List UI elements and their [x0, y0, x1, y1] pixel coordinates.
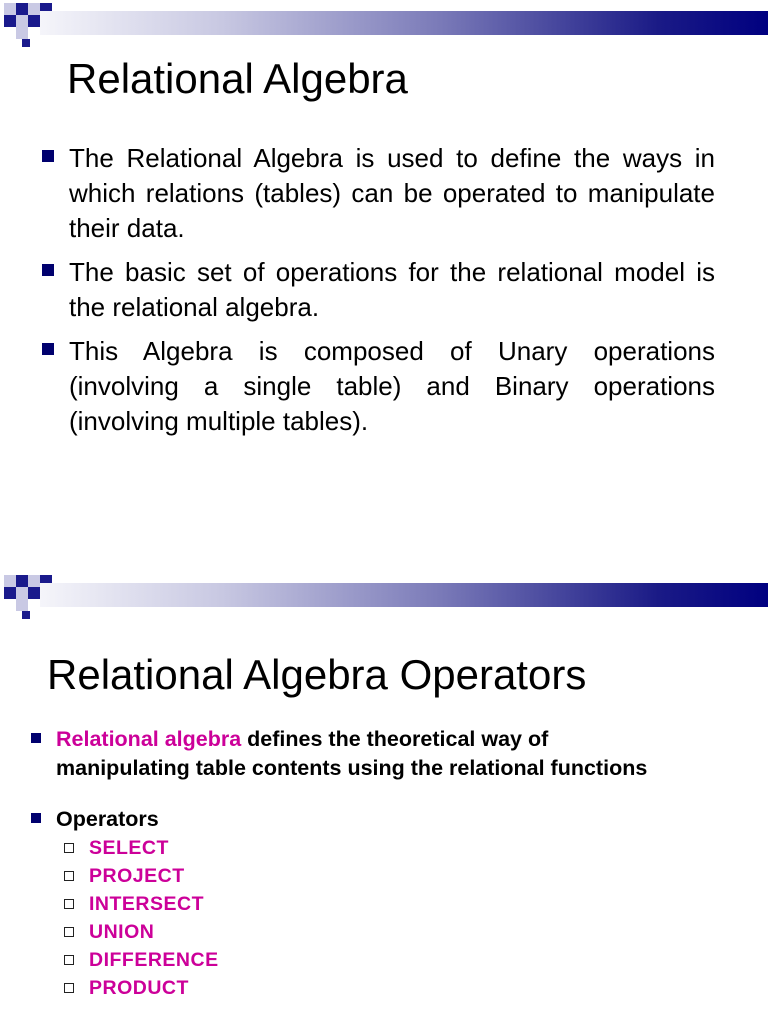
intro-text: defines the theoretical way of	[241, 727, 549, 751]
intro-text-line2: manipulating table contents using the relational functions	[56, 756, 648, 780]
slide-title: Relational Algebra Operators	[47, 651, 587, 698]
hollow-square-bullet-icon	[64, 899, 74, 909]
bullet-text: The basic set of operations for the relational model is the relational algebra.	[69, 257, 715, 322]
operator-label: PROJECT	[89, 865, 185, 887]
bullet-item	[40, 255, 715, 325]
operator-label: UNION	[89, 921, 155, 943]
square-bullet-icon	[42, 343, 54, 355]
bullet-list	[30, 725, 768, 1002]
hollow-square-bullet-icon	[64, 955, 74, 965]
hollow-square-bullet-icon	[64, 843, 74, 853]
operator-item	[56, 918, 768, 946]
slide-header-bar	[0, 11, 768, 35]
operator-label: INTERSECT	[89, 893, 205, 915]
operator-item	[56, 890, 768, 918]
operator-item	[56, 862, 768, 890]
operator-item	[56, 834, 768, 862]
bullet-text: The Relational Algebra is used to define the ways in which relations (tables) can be operated to manipulate their data.	[69, 143, 715, 243]
operators-bullet	[30, 805, 768, 1002]
bullet-item	[40, 334, 715, 439]
intro-bullet	[30, 725, 768, 783]
square-bullet-icon	[42, 150, 54, 162]
gradient-bar	[40, 583, 768, 607]
operator-item	[56, 974, 768, 1002]
operators-label: Operators	[56, 807, 159, 831]
operator-label: PRODUCT	[89, 977, 189, 999]
square-bullet-icon	[31, 813, 41, 823]
operator-label: SELECT	[89, 837, 169, 859]
hollow-square-bullet-icon	[64, 927, 74, 937]
bullet-list	[40, 141, 715, 448]
highlight-term: Relational algebra	[56, 727, 242, 751]
square-bullet-icon	[42, 264, 54, 276]
hollow-square-bullet-icon	[64, 983, 74, 993]
slide-header-bar	[0, 583, 768, 607]
square-bullet-icon	[31, 733, 41, 743]
slide-2	[0, 572, 768, 1024]
slide-title: Relational Algebra	[67, 55, 408, 102]
operator-label: DIFFERENCE	[89, 949, 219, 971]
hollow-square-bullet-icon	[64, 871, 74, 881]
gradient-bar	[40, 11, 768, 35]
operators-list	[56, 834, 768, 1002]
bullet-item	[40, 141, 715, 246]
operator-item	[56, 946, 768, 974]
bullet-text: This Algebra is composed of Unary operations (involving a single table) and Binary operations (involving multiple tables).	[69, 336, 715, 436]
